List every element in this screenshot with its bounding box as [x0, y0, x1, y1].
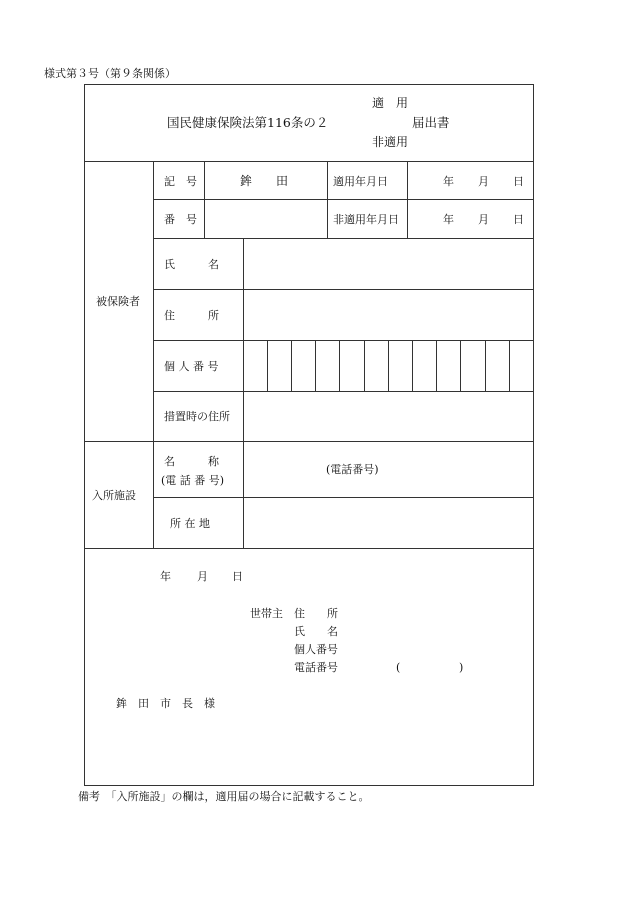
householder-phone-label: 電話番号 [294, 661, 338, 674]
facility-phone-placeholder: (電話番号) [326, 463, 379, 476]
title-suffix: 届出書 [412, 115, 450, 130]
householder-name-label: 氏 名 [294, 625, 338, 638]
number-field[interactable] [205, 200, 327, 238]
symbol-label: 記 号 [164, 175, 197, 188]
nonapply-date-year: 年 [443, 213, 454, 226]
facility-section-label: 入所施設 [92, 489, 136, 502]
form-number: 様式第３号（第９条関係） [44, 67, 176, 80]
apply-date-year: 年 [443, 175, 454, 188]
nonapply-date-day: 日 [513, 213, 524, 226]
facility-name-field[interactable] [244, 442, 533, 497]
form-title: 国民健康保険法第116条の２ [167, 115, 329, 130]
apply-date-label: 適用年月日 [333, 175, 388, 188]
my-number-label: 個 人 番 号 [164, 360, 219, 373]
declaration-month: 月 [197, 570, 208, 583]
my-number-field[interactable] [244, 341, 533, 391]
facility-phone-label: (電 話 番 号) [161, 474, 225, 487]
phone-open-paren: ( [396, 661, 401, 674]
name-label: 氏 名 [164, 258, 219, 271]
measure-address-label: 措置時の住所 [164, 410, 230, 423]
measure-address-field[interactable] [244, 392, 533, 441]
facility-name-label: 名 称 [164, 455, 219, 468]
title-option-nonapply: 非適用 [372, 135, 409, 149]
note: 備考 「入所施設」の欄は，適用届の場合に記載すること。 [78, 790, 370, 803]
address-label: 住 所 [164, 309, 219, 322]
symbol-value: 鉾 田 [240, 174, 289, 188]
insured-section-label: 被保険者 [96, 295, 140, 308]
name-field[interactable] [244, 239, 533, 289]
householder-my-number-label: 個人番号 [294, 643, 338, 656]
title-option-apply: 適 用 [372, 96, 409, 110]
householder-label: 世帯主 [250, 607, 283, 620]
householder-address-label: 住 所 [294, 607, 338, 620]
nonapply-date-label: 非適用年月日 [333, 213, 399, 226]
apply-date-month: 月 [478, 175, 489, 188]
declaration-year: 年 [160, 570, 171, 583]
apply-date-day: 日 [513, 175, 524, 188]
addressee: 鉾 田 市 長 様 [116, 697, 215, 710]
nonapply-date-month: 月 [478, 213, 489, 226]
phone-close-paren: ) [459, 661, 464, 674]
declaration-day: 日 [232, 570, 243, 583]
address-field[interactable] [244, 290, 533, 340]
facility-location-field[interactable] [244, 498, 533, 548]
facility-location-label: 所 在 地 [170, 517, 210, 530]
number-label: 番 号 [164, 213, 197, 226]
